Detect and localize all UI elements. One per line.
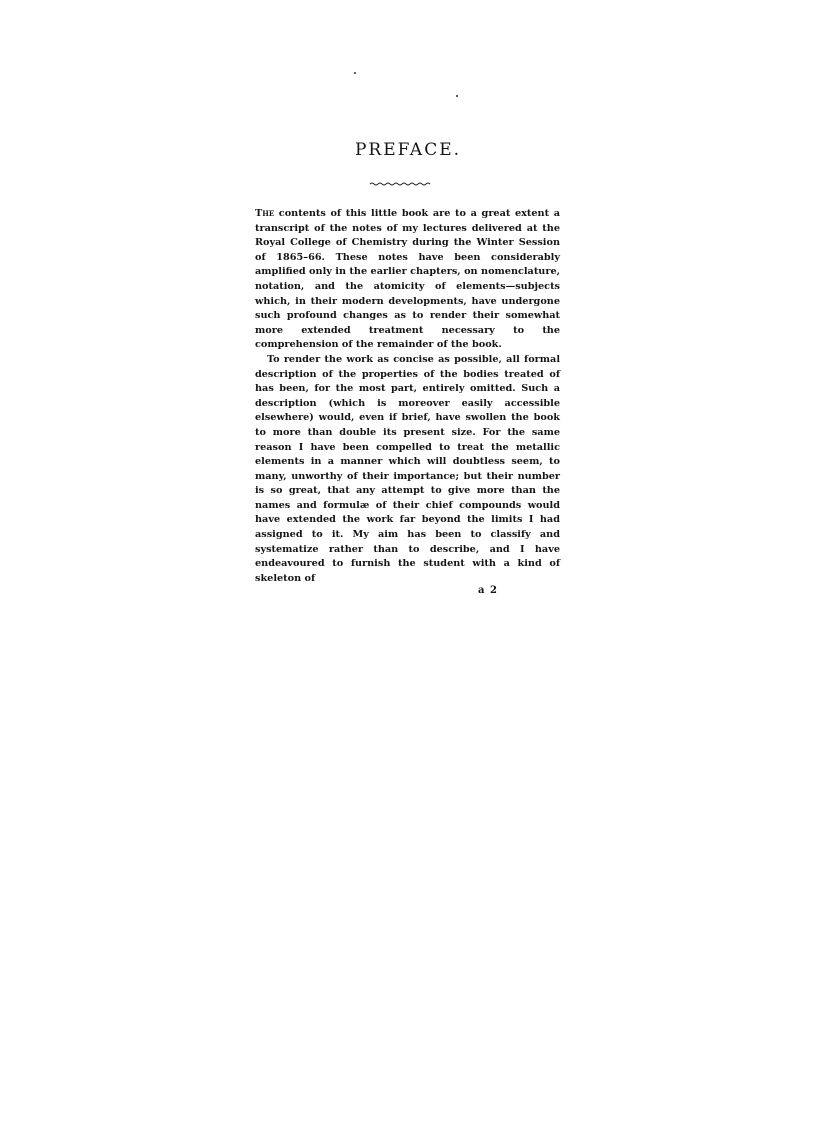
paragraph-1-lead-word: The <box>255 208 275 219</box>
paragraph-1 <box>255 207 560 353</box>
title-ornament <box>368 180 432 188</box>
paragraph-1-text: contents of this little book are to a great extent a transcript of the notes of my lectures delivered at the Royal College of Chemistry during the Winter Session of 1865–66. These notes have been considerably amplified only in the earlier chapters, on nomenclature, notation, and the atomicity of elements—subjects which, in their modern developments, have undergone such profound changes as to render their somewhat more extended treatment necessary to the comprehension of the remainder of the book. <box>255 208 560 351</box>
signature-mark: a 2 <box>478 585 498 596</box>
page-title: PREFACE. <box>354 140 462 160</box>
paragraph-2: To render the work as concise as possible, all formal description of the properties of the bodies treated of has been, for the most part, entirely omitted. Such a description (which is moreover easily accessible elsewhere) would, even if brief, have swollen the book to more than double its present size. For the same reason I have been compelled to treat the metallic elements in a manner which will doubtless seem, to many, unworthy of their importance; but their number is so great, that any attempt to give more than the names and formulæ of their chief compounds would have extended the work far beyond the limits I had assigned to it. My aim has been to classify and systematize rather than to describe, and I have endeavoured to furnish the student with a kind of skeleton of <box>255 353 560 584</box>
page-speck <box>456 95 458 97</box>
preface-body <box>255 207 560 586</box>
page-speck <box>354 72 356 74</box>
